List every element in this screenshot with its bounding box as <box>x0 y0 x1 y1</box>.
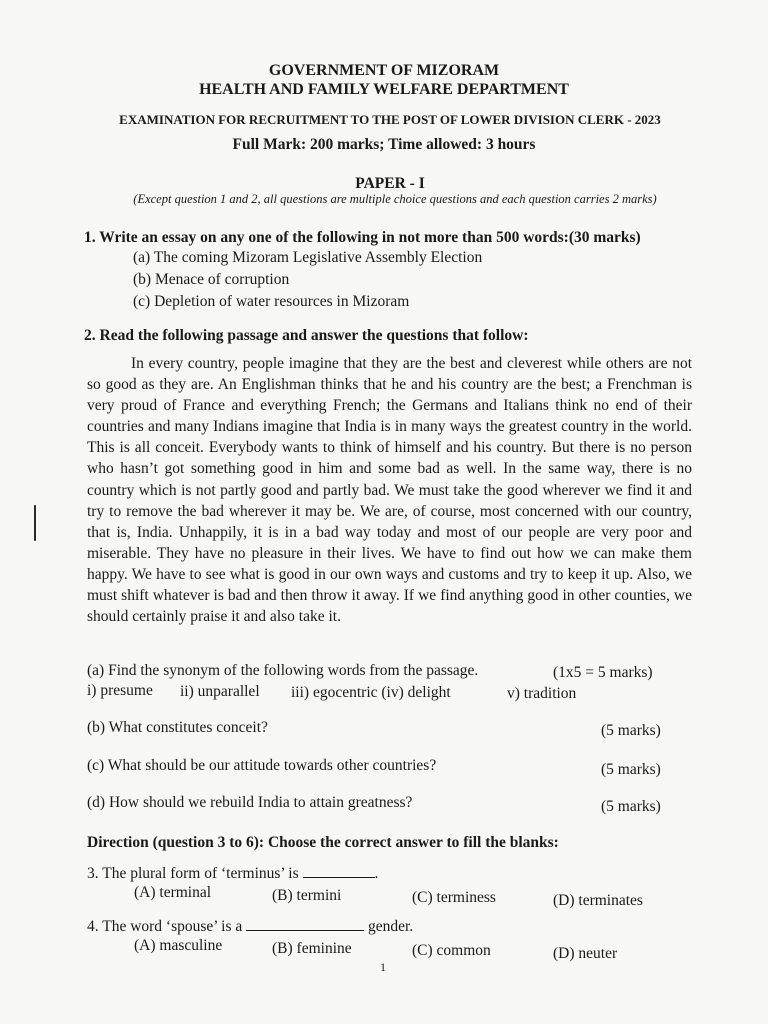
direction-text: Direction (question 3 to 6): Choose the correct answer to fill the blanks: <box>87 834 559 851</box>
question-3-blank <box>303 863 375 878</box>
synonym-word-1: i) presume <box>87 682 153 699</box>
reading-passage: In every country, people imagine that they are the best and cleverest while others are not so good as they are. An Englishman thinks that he and his country are the best; a Frenchman is very proud of France and everything French; the Germans and Italians think no end of their countries and many Indians imagine that India is in many ways the greatest country in the world. This is all conceit. Everybody wants to think of himself and his country. But there is no person who hasn’t got something good in him and some bad as well. In the same way, there is no country which is not partly good and partly bad. We must take the good wherever we find it and try to remove the bad wherever it may be. We are, of course, most concerned with our country, that is, India. Unhappily, it is in a bad way today and most of our people are very poor and miserable. They have no pleasure in their lives. We have to find out how we can make them happy. We have to see what is good in our own ways and customs and try to keep it up. Also, we must shift whatever is bad and then throw it away. If we find anything good in other counties, we should certainly praise it and also take it. <box>87 355 692 626</box>
question-3-stem <box>87 863 378 883</box>
question-3-choice-b: (B) termini <box>272 887 342 904</box>
question-2c-marks: (5 marks) <box>601 761 661 778</box>
paper-note: (Except question 1 and 2, all questions are multiple choice questions and each question carries 2 marks) <box>133 192 657 206</box>
question-1-option-b: (b) Menace of corruption <box>133 271 290 288</box>
question-2b-marks: (5 marks) <box>601 722 661 739</box>
question-3-choice-d: (D) terminates <box>553 892 643 909</box>
paper-heading: PAPER - I <box>355 175 425 192</box>
question-2a-text: (a) Find the synonym of the following words from the passage. <box>87 662 479 679</box>
margin-pen-mark <box>34 505 36 541</box>
question-4-blank <box>246 916 364 931</box>
exam-heading: EXAMINATION FOR RECRUITMENT TO THE POST OF LOWER DIVISION CLERK - 2023 <box>119 112 661 127</box>
synonym-word-3-4: iii) egocentric (iv) delight <box>291 684 451 701</box>
question-4-stem <box>87 916 413 936</box>
question-2b-text: (b) What constitutes conceit? <box>87 719 268 736</box>
question-4-choice-d: (D) neuter <box>553 945 618 962</box>
question-3-choice-a: (A) terminal <box>134 884 212 901</box>
question-1-title: 1. Write an essay on any one of the following in not more than 500 words:(30 marks) <box>84 229 641 246</box>
question-3-choice-c: (C) terminess <box>412 889 496 906</box>
page-number: 1 <box>380 960 386 974</box>
question-4-prefix: 4. The word ‘spouse’ is a <box>87 918 243 935</box>
question-2-title: 2. Read the following passage and answer the questions that follow: <box>84 327 529 344</box>
question-2d-marks: (5 marks) <box>601 798 661 815</box>
question-2d-text: (d) How should we rebuild India to attain greatness? <box>87 794 413 811</box>
government-heading: GOVERNMENT OF MIZORAM <box>268 62 500 79</box>
department-heading: HEALTH AND FAMILY WELFARE DEPARTMENT <box>199 81 569 98</box>
question-2c-text: (c) What should be our attitude towards other countries? <box>87 757 437 774</box>
question-3-suffix: . <box>374 865 379 882</box>
synonym-word-2: ii) unparallel <box>180 683 260 700</box>
question-4-suffix: gender. <box>368 918 414 935</box>
question-1-option-a: (a) The coming Mizoram Legislative Assembly Election <box>133 249 483 266</box>
question-1-option-c: (c) Depletion of water resources in Mizoram <box>133 293 410 310</box>
question-4-choice-c: (C) common <box>412 942 491 959</box>
question-2a-marks: (1x5 = 5 marks) <box>553 664 653 681</box>
marks-heading: Full Mark: 200 marks; Time allowed: 3 hours <box>232 136 536 153</box>
question-3-prefix: 3. The plural form of ‘terminus’ is <box>87 865 299 882</box>
synonym-word-5: v) tradition <box>507 685 577 702</box>
question-4-choice-a: (A) masculine <box>134 937 223 954</box>
question-4-choice-b: (B) feminine <box>272 940 352 957</box>
